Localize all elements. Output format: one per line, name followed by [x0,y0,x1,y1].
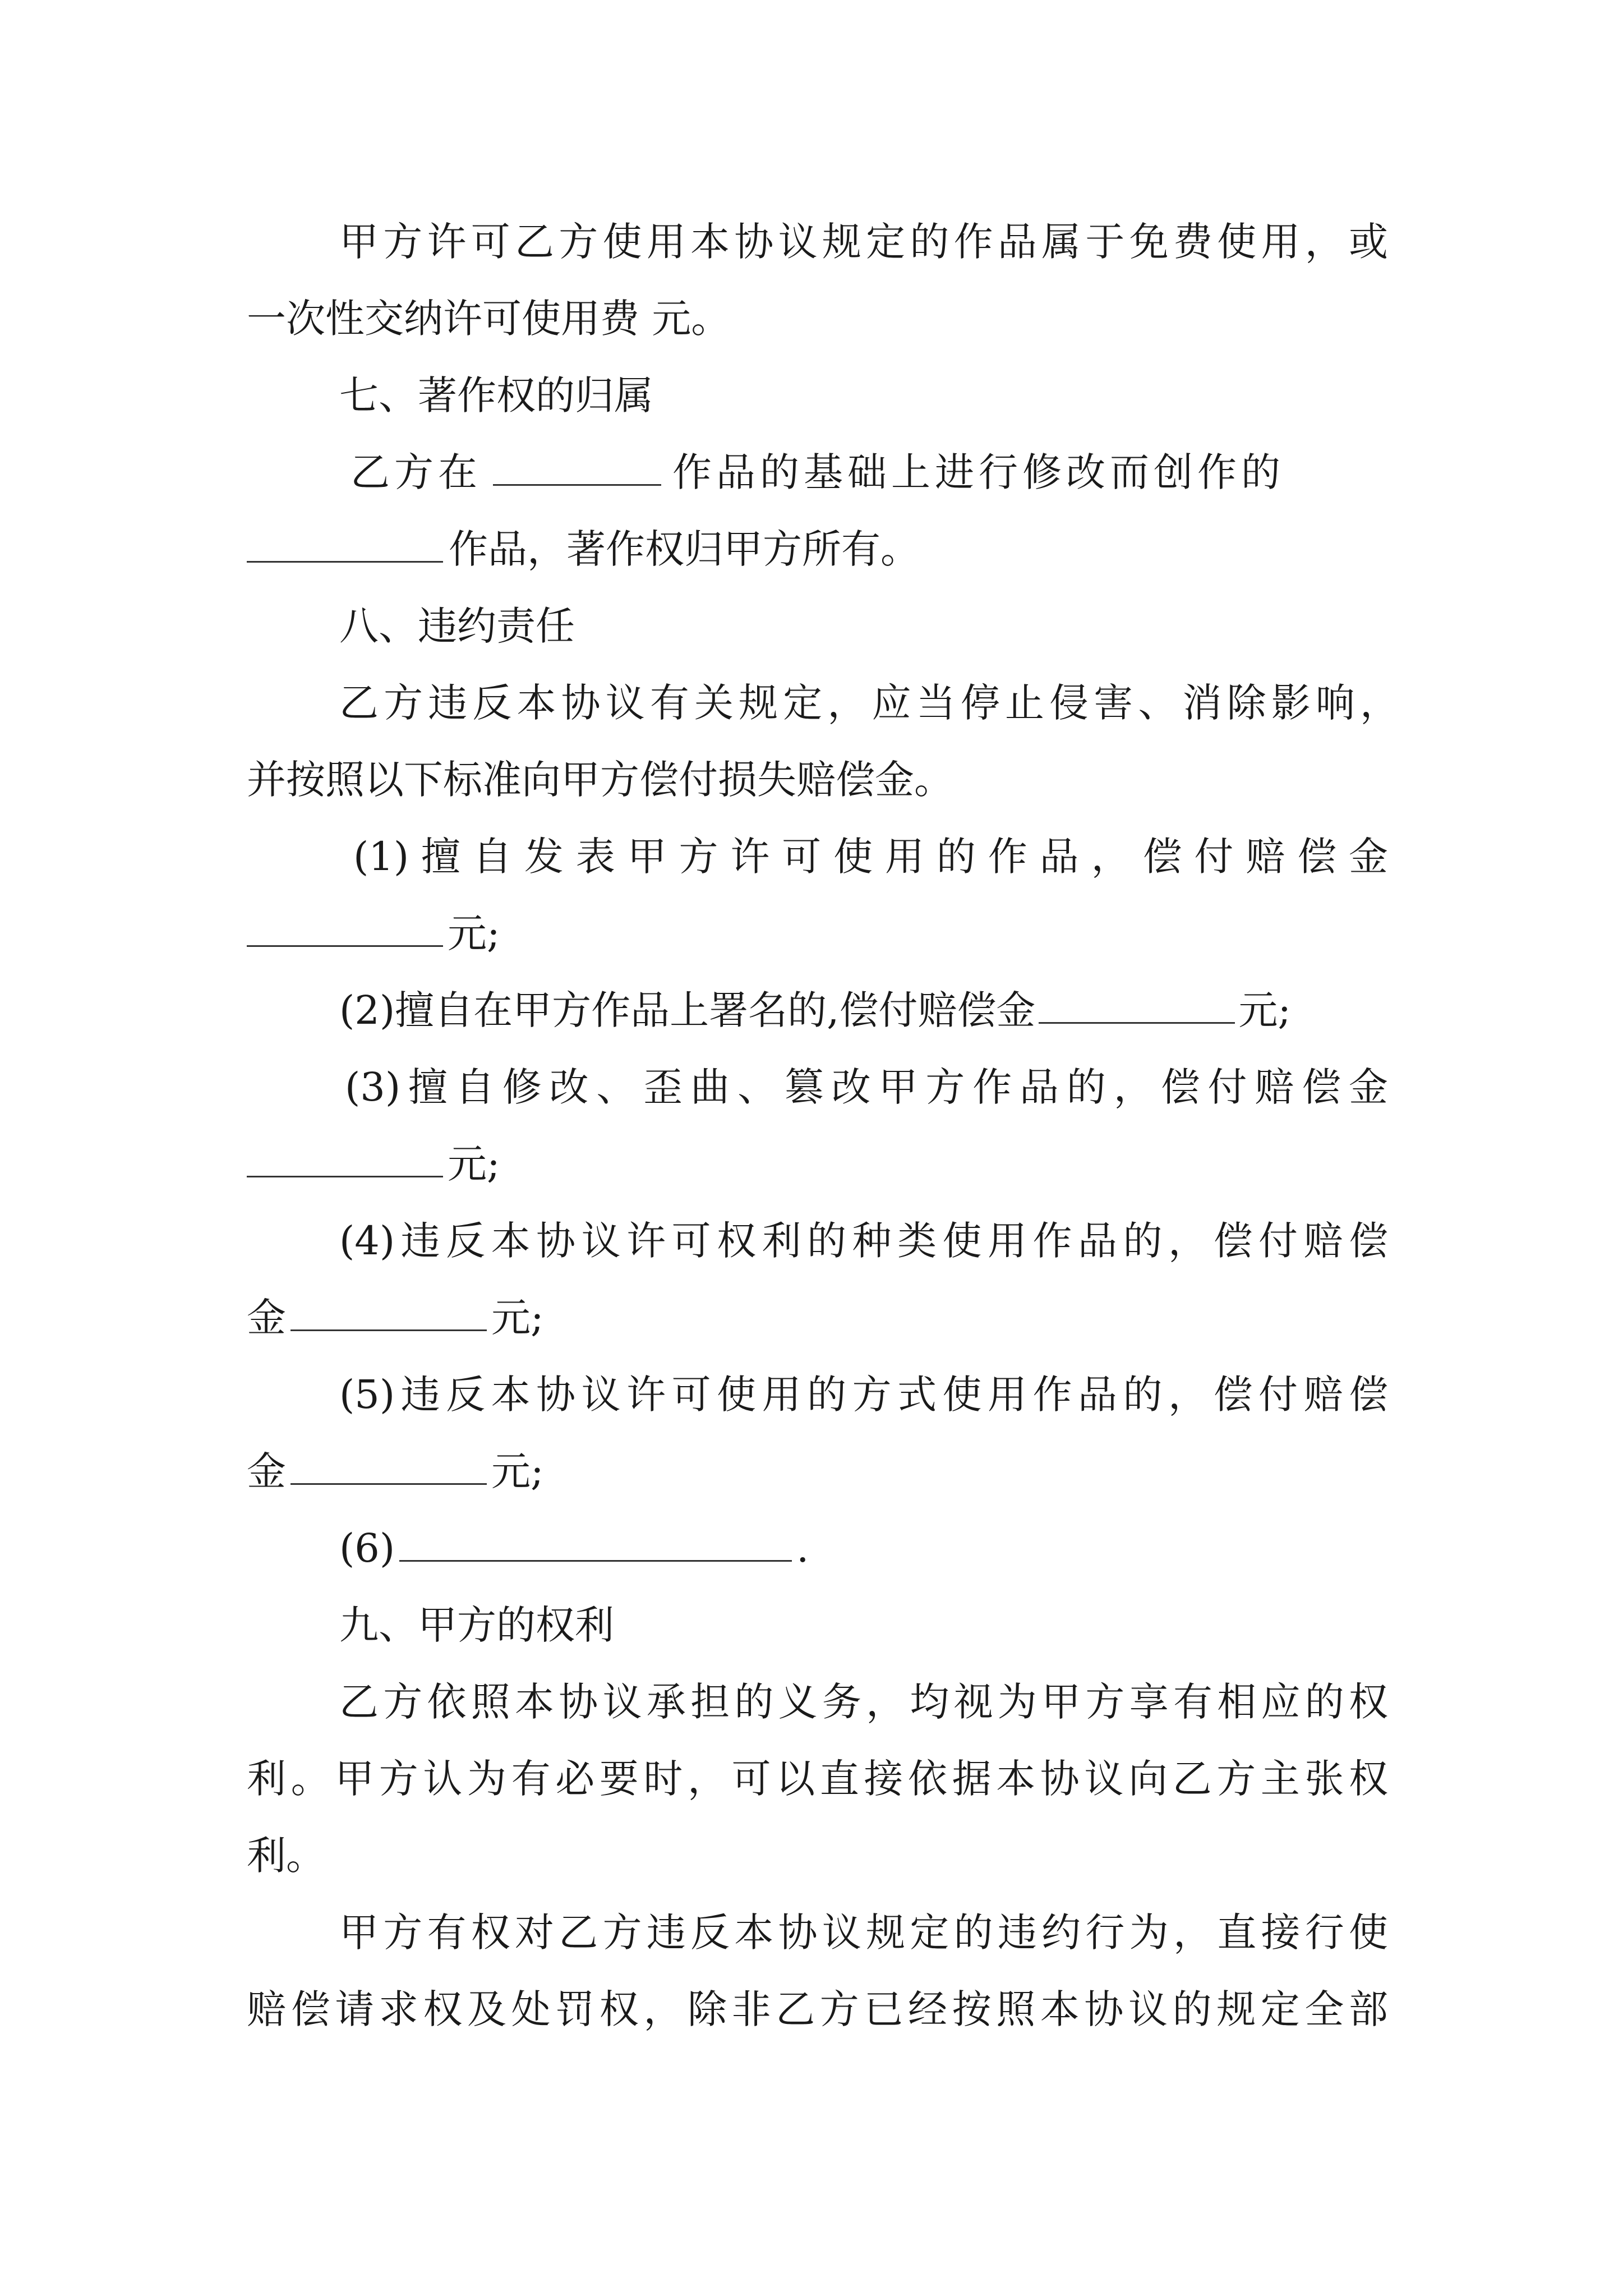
text-segment: 一次性交纳许可使用费 元。 [247,296,731,342]
paragraph-line [247,291,730,347]
section-heading [339,367,653,424]
paragraph-line [345,1059,1388,1115]
paragraph-line [351,444,1285,500]
text-segment: (1)擅自发表甲方许可使用的作品，偿付赔偿金 [353,834,1388,880]
text-segment: 甲方有权对乙方违反本协议规定的违约行为，直接行使 [339,1910,1388,1955]
paragraph-line [353,829,1388,885]
text-segment: 元; [1238,987,1291,1033]
fill-blank [1039,990,1235,1024]
text-segment: 并按照以下标准向甲方偿付损失赔偿金。 [247,757,953,803]
text-segment: 甲方许可乙方使用本协议规定的作品属于免费使用，或 [339,219,1388,265]
paragraph-line [339,1904,1388,1961]
paragraph-line [247,1290,544,1346]
paragraph-line [339,214,1388,270]
text-segment: . [796,1525,809,1571]
text-segment: (4)违反本协议许可权利的种类使用作品的，偿付赔偿 [339,1218,1388,1264]
text-segment: 乙方在 [351,449,482,495]
text-segment: 金 [247,1448,286,1494]
text-segment: 作品的基础上进行修改而创作的 [672,449,1285,495]
fill-blank [247,528,443,563]
paragraph-line [247,1981,1388,2037]
text-segment: 八、违约责任 [339,603,575,649]
text-segment: (6) [339,1525,395,1571]
text-segment: 元; [448,1141,500,1187]
text-segment: 乙方依照本协议承担的义务，均视为甲方享有相应的权 [339,1679,1388,1725]
paragraph-line [247,1136,500,1192]
text-segment: 作品，著作权归甲方所有。 [449,526,920,572]
fill-blank [247,1143,443,1177]
paragraph-line [247,521,920,577]
fill-blank [291,1451,487,1485]
fill-blank [291,1297,487,1331]
text-segment: 元; [491,1448,544,1494]
section-heading [339,1597,614,1653]
paragraph-line [339,1674,1388,1730]
text-segment: 利。甲方认为有必要时，可以直接依据本协议向乙方主张权 [247,1756,1388,1802]
paragraph-line [247,1443,544,1499]
paragraph-line [339,1213,1388,1269]
paragraph-line [247,1828,325,1884]
paragraph-line [339,675,1399,731]
paragraph-line [247,1751,1388,1807]
paragraph-line [339,1366,1388,1423]
text-segment: 元; [448,910,500,956]
paragraph-line [339,1520,809,1576]
text-segment: 利。 [247,1833,325,1879]
fill-blank [247,913,443,947]
text-segment: 九、甲方的权利 [339,1602,614,1648]
fill-blank [493,452,661,486]
paragraph-line [339,982,1291,1038]
text-segment: 赔偿请求权及处罚权，除非乙方已经按照本协议的规定全部 [247,1986,1388,2032]
text-segment: 元; [491,1295,544,1341]
text-segment: 乙方违反本协议有关规定，应当停止侵害、消除影响， [339,680,1399,726]
fill-blank [399,1527,792,1562]
text-segment: 七、著作权的归属 [339,372,653,418]
text-segment: 金 [247,1295,286,1341]
text-segment: (3)擅自修改、歪曲、篡改甲方作品的，偿付赔偿金 [345,1064,1388,1110]
paragraph-line [247,752,953,808]
text-segment: (2)擅自在甲方作品上署名的,偿付赔偿金 [339,987,1036,1033]
paragraph-line [247,905,500,961]
text-segment: (5)违反本协议许可使用的方式使用作品的，偿付赔偿 [339,1372,1388,1418]
section-heading [339,598,575,654]
